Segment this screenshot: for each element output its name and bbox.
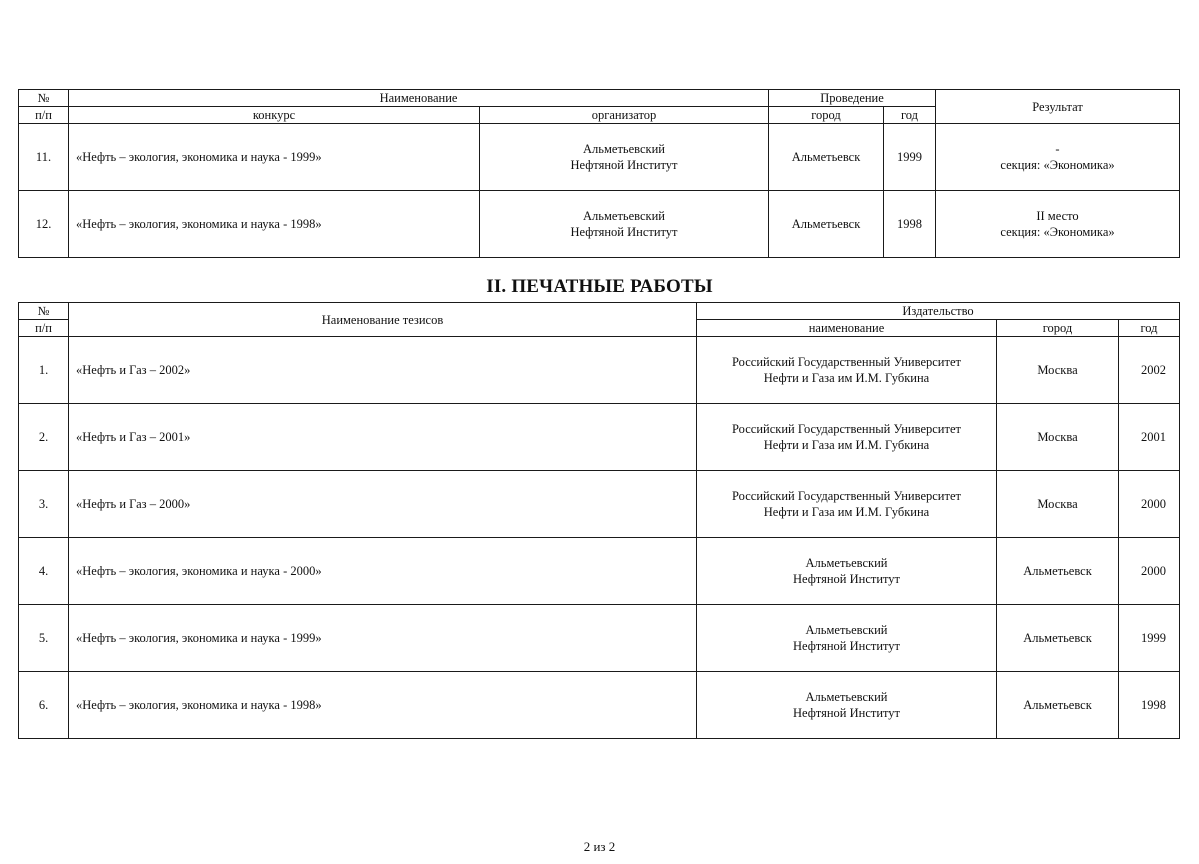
row-organizer bbox=[480, 124, 769, 191]
row-publisher bbox=[697, 538, 997, 605]
result-line: - bbox=[1055, 142, 1060, 156]
row-year: 1999 bbox=[884, 124, 936, 191]
header-contest: конкурс bbox=[69, 107, 480, 124]
row-city: Альметьевск bbox=[769, 191, 884, 258]
header-year: год bbox=[884, 107, 936, 124]
result-line: секция: «Экономика» bbox=[1000, 158, 1115, 172]
header-num-sub: п/п bbox=[19, 107, 69, 124]
printed-header-row bbox=[19, 303, 1180, 320]
row-publisher bbox=[697, 337, 997, 404]
row-city: Альметьевск bbox=[997, 538, 1119, 605]
result-line: секция: «Экономика» bbox=[1000, 225, 1115, 239]
publisher-line: Российский Государственный Университет bbox=[732, 355, 961, 369]
publisher-line: Нефти и Газа им И.М. Губкина bbox=[763, 438, 930, 452]
table-row bbox=[19, 124, 1180, 191]
header-num-sub: п/п bbox=[19, 320, 69, 337]
row-result bbox=[936, 191, 1180, 258]
section-title: II. ПЕЧАТНЫЕ РАБОТЫ bbox=[486, 276, 713, 297]
table-row bbox=[19, 337, 1180, 404]
row-city: Москва bbox=[997, 337, 1119, 404]
publisher-line: Альметьевский bbox=[805, 556, 888, 570]
publisher-line: Российский Государственный Университет bbox=[732, 489, 961, 503]
row-contest: «Нефть – экология, экономика и наука - 1999» bbox=[69, 124, 480, 191]
row-organizer bbox=[480, 191, 769, 258]
organizer-line: Альметьевский bbox=[583, 142, 665, 156]
row-city: Москва bbox=[997, 404, 1119, 471]
header-pub-name: наименование bbox=[697, 320, 997, 337]
row-year: 1999 bbox=[1119, 605, 1180, 672]
row-city: Альметьевск bbox=[997, 605, 1119, 672]
publisher-line: Альметьевский bbox=[805, 690, 888, 704]
row-result bbox=[936, 124, 1180, 191]
publisher-line: Нефти и Газа им И.М. Губкина bbox=[763, 371, 930, 385]
row-num: 12. bbox=[19, 191, 69, 258]
header-result: Результат bbox=[936, 90, 1180, 124]
row-contest: «Нефть – экология, экономика и наука - 1998» bbox=[69, 191, 480, 258]
contests-header-row bbox=[19, 90, 1180, 107]
row-num: 5. bbox=[19, 605, 69, 672]
table-row bbox=[19, 471, 1180, 538]
row-publisher bbox=[697, 605, 997, 672]
table-row bbox=[19, 605, 1180, 672]
publisher-line: Нефти и Газа им И.М. Губкина bbox=[763, 505, 930, 519]
publisher-line: Нефтяной Институт bbox=[792, 639, 901, 653]
header-num: № bbox=[19, 303, 69, 320]
row-city: Альметьевск bbox=[997, 672, 1119, 739]
row-publisher bbox=[697, 471, 997, 538]
header-publisher: Издательство bbox=[697, 303, 1180, 320]
header-city: город bbox=[769, 107, 884, 124]
row-year: 1998 bbox=[1119, 672, 1180, 739]
row-publisher bbox=[697, 404, 997, 471]
table-row bbox=[19, 404, 1180, 471]
row-year: 2002 bbox=[1119, 337, 1180, 404]
publisher-line: Нефтяной Институт bbox=[792, 706, 901, 720]
contests-table bbox=[18, 89, 1180, 258]
header-name: Наименование bbox=[69, 90, 769, 107]
row-num: 2. bbox=[19, 404, 69, 471]
header-year: год bbox=[1119, 320, 1180, 337]
row-title: «Нефть – экология, экономика и наука - 1999» bbox=[69, 605, 697, 672]
result-line: II место bbox=[1036, 209, 1079, 223]
header-organizer: организатор bbox=[480, 107, 769, 124]
organizer-line: Альметьевский bbox=[583, 209, 665, 223]
row-year: 2001 bbox=[1119, 404, 1180, 471]
row-city: Москва bbox=[997, 471, 1119, 538]
header-num: № bbox=[19, 90, 69, 107]
row-title: «Нефть и Газ – 2001» bbox=[69, 404, 697, 471]
table-row bbox=[19, 672, 1180, 739]
table-row bbox=[19, 538, 1180, 605]
row-year: 1998 bbox=[884, 191, 936, 258]
row-num: 11. bbox=[19, 124, 69, 191]
header-city: город bbox=[997, 320, 1119, 337]
row-num: 1. bbox=[19, 337, 69, 404]
row-year: 2000 bbox=[1119, 471, 1180, 538]
printed-works-table bbox=[18, 302, 1180, 739]
row-title: «Нефть – экология, экономика и наука - 2000» bbox=[69, 538, 697, 605]
header-title: Наименование тезисов bbox=[69, 303, 697, 337]
row-title: «Нефть и Газ – 2000» bbox=[69, 471, 697, 538]
row-title: «Нефть – экология, экономика и наука - 1998» bbox=[69, 672, 697, 739]
row-year: 2000 bbox=[1119, 538, 1180, 605]
row-num: 6. bbox=[19, 672, 69, 739]
publisher-line: Альметьевский bbox=[805, 623, 888, 637]
row-publisher bbox=[697, 672, 997, 739]
organizer-line: Нефтяной Институт bbox=[570, 158, 678, 172]
publisher-line: Российский Государственный Университет bbox=[732, 422, 961, 436]
page-number: 2 из 2 bbox=[583, 839, 616, 854]
row-title: «Нефть и Газ – 2002» bbox=[69, 337, 697, 404]
row-num: 4. bbox=[19, 538, 69, 605]
row-city: Альметьевск bbox=[769, 124, 884, 191]
header-holding: Проведение bbox=[769, 90, 936, 107]
organizer-line: Нефтяной Институт bbox=[570, 225, 678, 239]
publisher-line: Нефтяной Институт bbox=[792, 572, 901, 586]
row-num: 3. bbox=[19, 471, 69, 538]
table-row bbox=[19, 191, 1180, 258]
